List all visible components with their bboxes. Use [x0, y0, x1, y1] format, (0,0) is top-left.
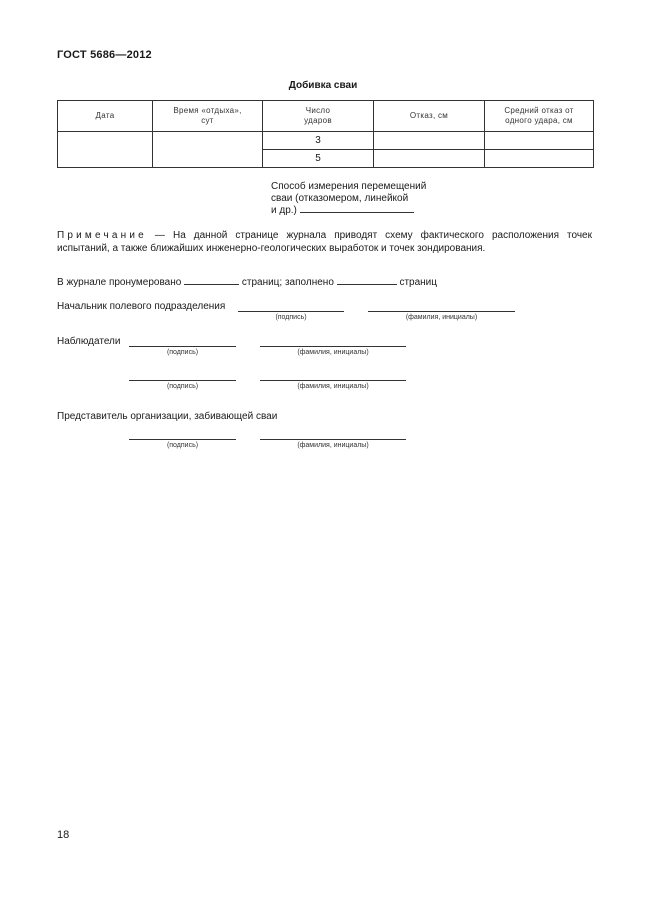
representative-signature-caption: (подпись) — [166, 442, 199, 449]
observer1-signature-line[interactable] — [129, 346, 236, 347]
observer1-name-line[interactable] — [260, 346, 406, 347]
representative-name-line[interactable] — [260, 439, 406, 440]
journal-prefix: В журнале пронумеровано — [57, 277, 182, 288]
journal-suffix: страниц — [399, 277, 437, 288]
journal-pages-line — [57, 277, 437, 288]
cell-avg-refusal — [485, 150, 594, 168]
representative-label: Представитель организации, забивающей сваи — [57, 411, 278, 422]
note-text: — На данной странице журнала приводят схему фактического расположения точек испытаний, а также ближайших инженерно-геологических выработок и точек зондирования. — [57, 230, 592, 254]
col-refusal: Отказ, см — [374, 101, 485, 132]
cell-rest-time — [153, 132, 263, 168]
chief-label: Начальник полевого подразделения — [57, 301, 226, 312]
col-date: Дата — [58, 101, 153, 132]
table-row — [58, 132, 594, 150]
method-line-1: Способ измерения перемещений — [271, 181, 427, 192]
representative-name-caption: (фамилия, инициалы) — [297, 442, 369, 449]
measurement-method-block — [271, 181, 426, 217]
chief-name-line[interactable] — [368, 311, 515, 312]
observer1-signature-caption: (подпись) — [166, 349, 199, 356]
section-title: Добивка сваи — [288, 80, 358, 91]
chief-signature-line[interactable] — [238, 311, 344, 312]
cell-strikes: 3 — [263, 132, 374, 150]
page-number: 18 — [57, 829, 70, 841]
pile-driving-table — [57, 100, 594, 168]
method-line-3: и др.) — [271, 205, 297, 216]
note-paragraph — [57, 229, 592, 255]
observers-label: Наблюдатели — [57, 336, 121, 347]
col-avg-refusal: Средний отказ от одного удара, см — [485, 101, 594, 132]
pages-filled-blank[interactable] — [337, 284, 397, 285]
chief-signature-caption: (подпись) — [275, 314, 307, 321]
journal-mid: страниц; заполнено — [241, 277, 334, 288]
pages-numbered-blank[interactable] — [184, 284, 239, 285]
observer1-name-caption: (фамилия, инициалы) — [297, 349, 369, 356]
representative-signature-line[interactable] — [129, 439, 236, 440]
method-line-3-wrap — [271, 205, 426, 217]
cell-date — [58, 132, 153, 168]
method-line-2: сваи (отказомером, линейкой — [271, 193, 409, 204]
note-label: Примечание — [57, 230, 147, 241]
cell-refusal — [374, 150, 485, 168]
col-rest-time: Время «отдыха», сут — [153, 101, 263, 132]
table-header-row — [58, 101, 594, 132]
observer2-name-caption: (фамилия, инициалы) — [297, 383, 369, 390]
cell-strikes: 5 — [263, 150, 374, 168]
observer2-name-line[interactable] — [260, 380, 406, 381]
cell-avg-refusal — [485, 132, 594, 150]
chief-name-caption: (фамилия, инициалы) — [405, 314, 478, 321]
cell-refusal — [374, 132, 485, 150]
observer2-signature-caption: (подпись) — [166, 383, 199, 390]
col-strikes: Число ударов — [263, 101, 374, 132]
observer2-signature-line[interactable] — [129, 380, 236, 381]
method-blank[interactable] — [300, 212, 414, 213]
standard-header: ГОСТ 5686—2012 — [57, 49, 152, 61]
